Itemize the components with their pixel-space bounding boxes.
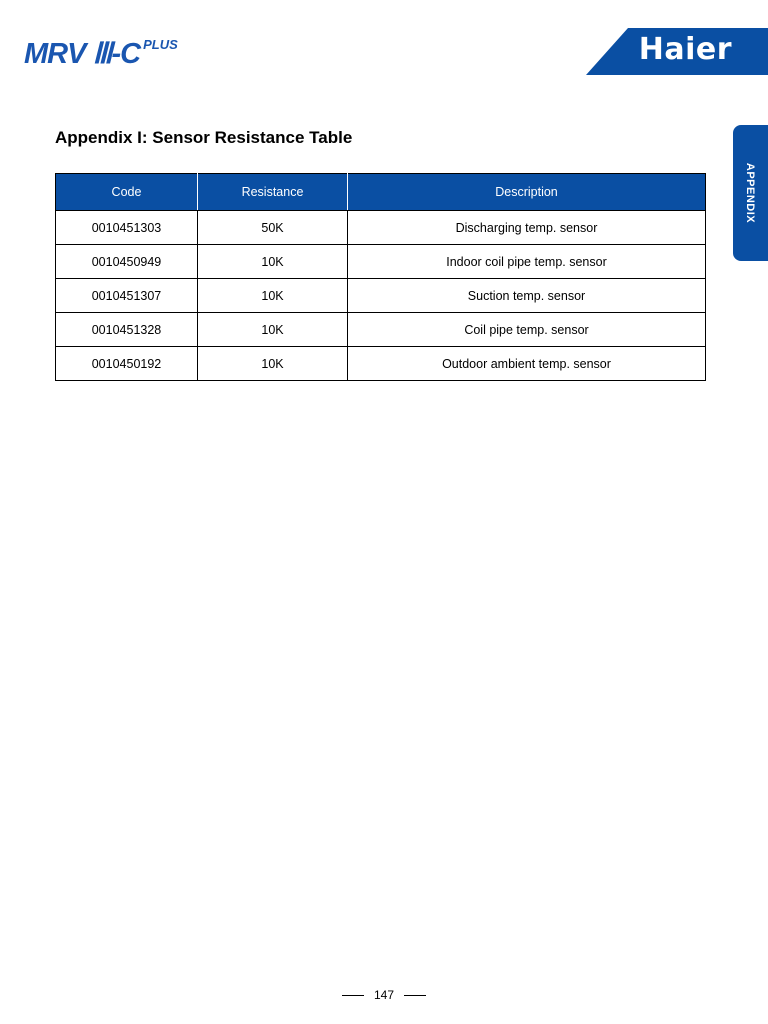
cell-resistance: 10K [198,245,348,279]
cell-code: 0010451307 [56,279,198,313]
table-row [56,211,706,245]
cell-description: Outdoor ambient temp. sensor [348,347,706,381]
side-tab-label-wrap [733,125,768,261]
cell-description: Discharging temp. sensor [348,211,706,245]
table-header-row [56,174,706,211]
side-tab-label: APPENDIX [744,162,757,224]
page-footer [0,988,768,1002]
cell-resistance: 10K [198,313,348,347]
header-description: Description [348,174,706,211]
sensor-resistance-table [55,173,706,381]
table-row [56,245,706,279]
table-row [56,347,706,381]
footer-dash-left [342,995,364,996]
brand-logo: Haier [638,32,732,67]
cell-resistance: 50K [198,211,348,245]
cell-description: Suction temp. sensor [348,279,706,313]
header-code: Code [56,174,198,211]
page-number: 147 [373,988,395,1002]
table-row [56,313,706,347]
page-title: Appendix I: Sensor Resistance Table [55,128,353,147]
cell-resistance: 10K [198,279,348,313]
product-logo [24,36,178,71]
cell-code: 0010450949 [56,245,198,279]
cell-code: 0010451328 [56,313,198,347]
cell-code: 0010450192 [56,347,198,381]
table-row [56,279,706,313]
cell-resistance: 10K [198,347,348,381]
cell-code: 0010451303 [56,211,198,245]
header-resistance: Resistance [198,174,348,211]
product-logo-text: MRV Ⅲ-C [24,38,141,70]
footer-dash-right [404,995,426,996]
cell-description: Coil pipe temp. sensor [348,313,706,347]
cell-description: Indoor coil pipe temp. sensor [348,245,706,279]
product-logo-sup: PLUS [143,37,178,52]
